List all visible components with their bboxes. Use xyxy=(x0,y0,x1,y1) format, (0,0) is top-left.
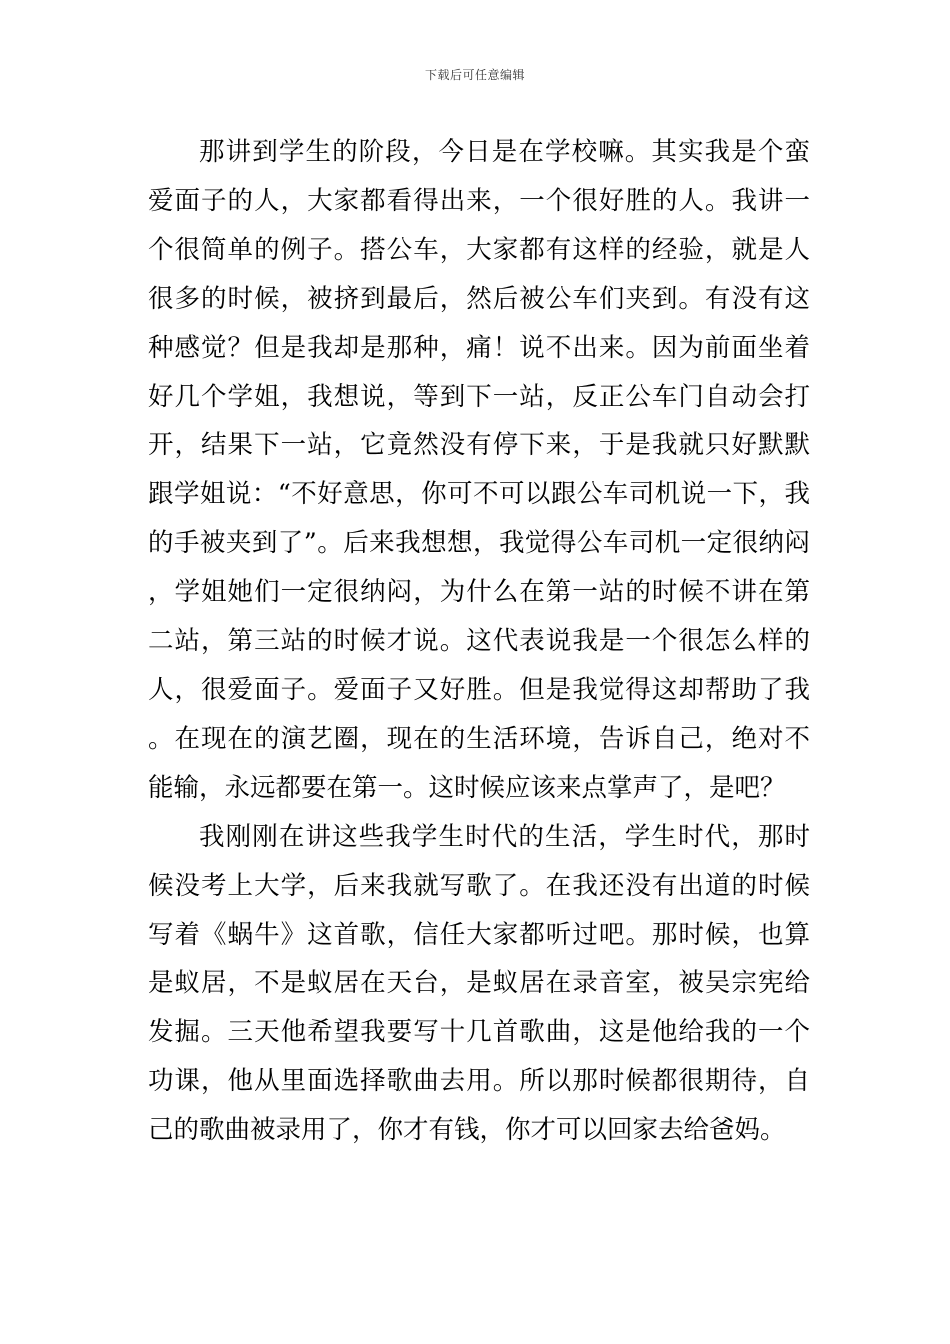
header-note: 下载后可任意编辑 xyxy=(424,68,525,82)
paragraph-2: 我刚刚在讲这些我学生时代的生活，学生时代，那时候没考上大学，后来我就写歌了。在我还没有出道的时候写着《蜗牛》这首歌，信任大家都听过吧。那时候，也算是蚁居，不是蚁居在天台，是蚁居在录音室，被吴宗宪给发掘。三天他希望我要写十几首歌曲，这是他给我的一个功课，他从里面选择歌曲去用。所以那时候都很期待，自己的歌曲被录用了，你才有钱，你才可以回家去给爸妈。 xyxy=(148,821,810,1146)
paragraph-1: 那讲到学生的阶段，今日是在学校嘛。其实我是个蛮爱面子的人，大家都看得出来，一个很好胜的人。我讲一个很简单的例子。搭公车，大家都有这样的经验，就是人很多的时候，被挤到最后，然后被公车们夹到。有没有这种感觉？但是我却是那种，痛！说不出来。因为前面坐着好几个学姐，我想说，等到下一站，反正公车门自动会打开，结果下一站，它竟然没有停下来，于是我就只好默默跟学姐说：“不好意思，你可不可以跟公车司机说一下，我的手被夹到了”。后来我想想，我觉得公车司机一定很纳闷，学姐她们一定很纳闷，为什么在第一站的时候不讲在第二站，第三站的时候才说。这代表说我是一个很怎么样的人，很爱面子。爱面子又好胜。但是我觉得这却帮助了我。在现在的演艺圈，现在的生活环境，告诉自己，绝对不能输，永远都要在第一。这时候应该来点掌声了，是吧？ xyxy=(148,137,810,803)
document-body xyxy=(148,128,810,1155)
